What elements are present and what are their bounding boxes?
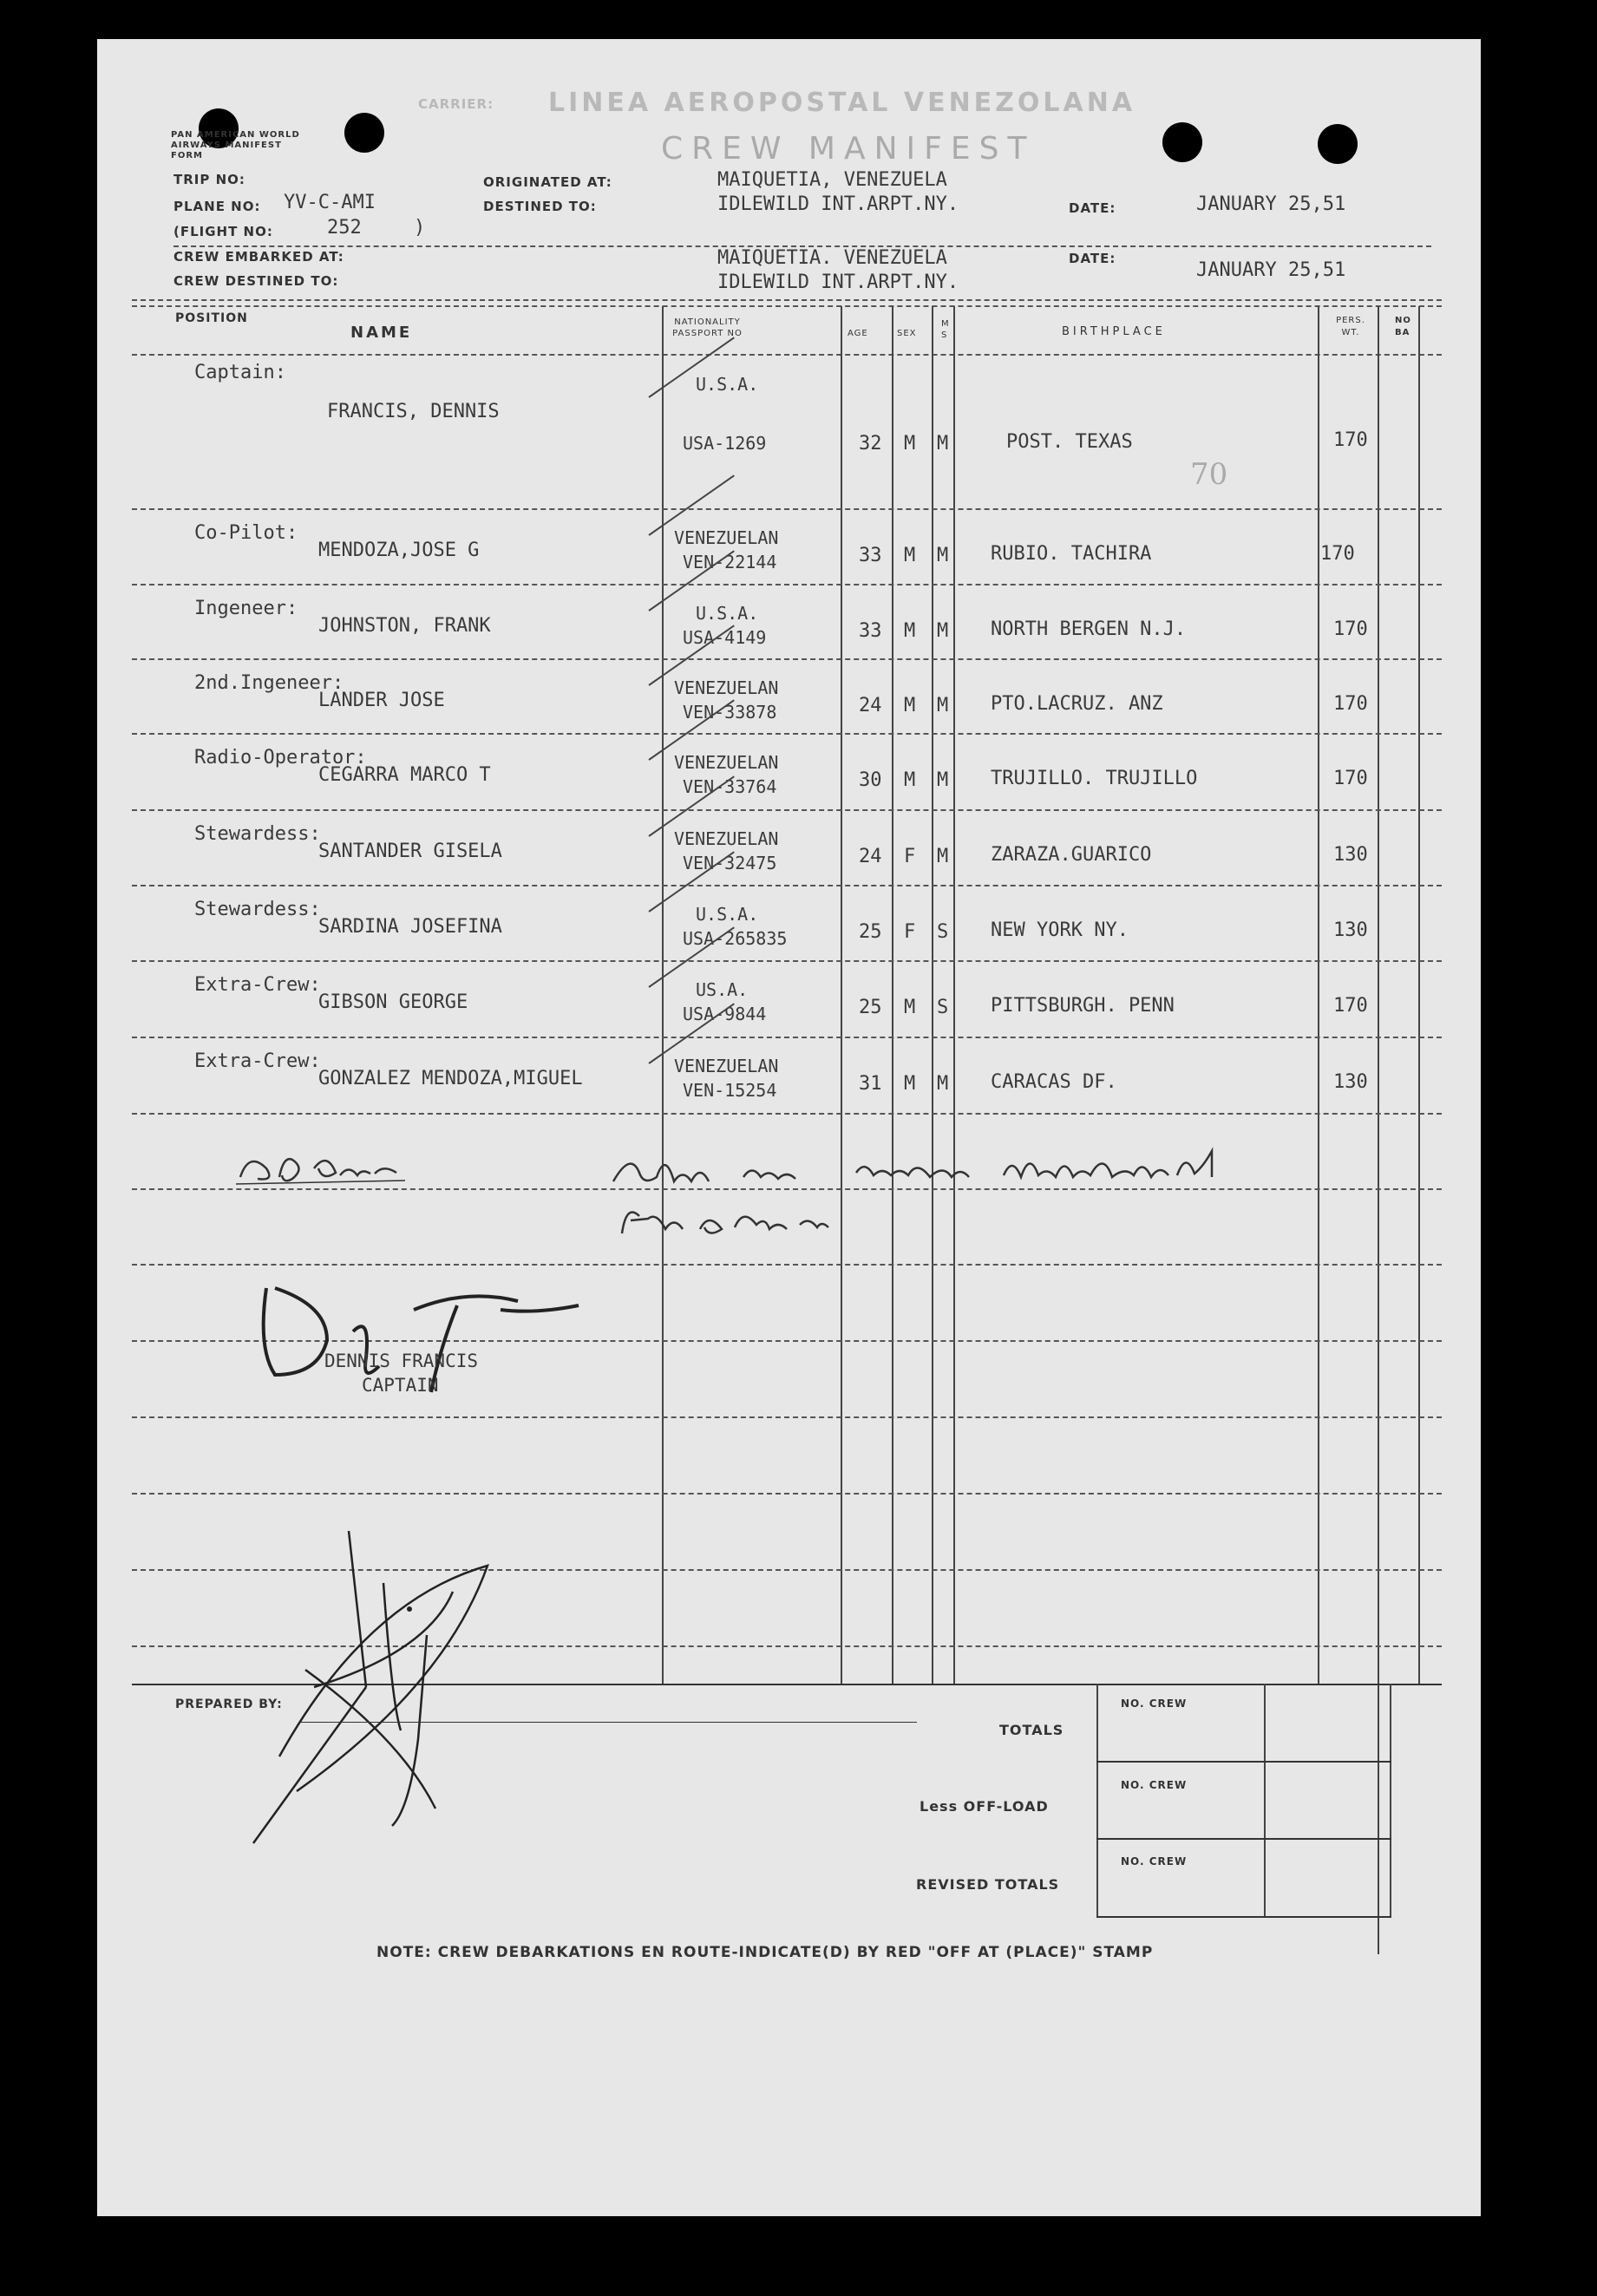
crew-weight: 130 xyxy=(1333,844,1368,866)
crew-sex: M xyxy=(904,545,916,566)
crew-position: Ingeneer: xyxy=(194,598,298,619)
crew-weight: 170 xyxy=(1320,543,1355,565)
crew-ms: M xyxy=(937,620,949,642)
offload-label: Less OFF-LOAD xyxy=(920,1798,1049,1815)
col-name: NAME xyxy=(350,324,413,342)
crew-ms: M xyxy=(937,695,949,716)
carrier-label: CARRIER: xyxy=(418,96,494,112)
flight-no-close: ) xyxy=(414,217,426,239)
crew-birthplace: TRUJILLO. TRUJILLO xyxy=(991,768,1198,789)
crew-age: 25 xyxy=(859,921,882,943)
crew-sex: F xyxy=(904,846,916,867)
manifest-form-ref: PAN AMERICAN WORLD AIRWAYS MANIFEST FORM xyxy=(171,130,300,160)
punch-hole xyxy=(1162,122,1202,162)
crew-age: 25 xyxy=(859,997,882,1018)
crew-weight: 170 xyxy=(1333,693,1368,715)
crew-name: LANDER JOSE xyxy=(318,690,445,711)
crew-sex: M xyxy=(904,695,916,716)
col-weight: PERS. WT. xyxy=(1336,316,1365,337)
document-title: CREW MANIFEST xyxy=(661,131,1036,167)
crew-ms: S xyxy=(937,997,949,1018)
margin-pencil-note: 70 xyxy=(1190,457,1228,492)
destined-value: IDLEWILD INT.ARPT.NY. xyxy=(717,193,959,215)
crew-passport: VEN-33878 xyxy=(683,702,777,723)
flight-no-value: 252 xyxy=(327,217,362,239)
col-age: AGE xyxy=(848,329,868,338)
crew-passport: USA-265835 xyxy=(683,928,788,949)
crew-passport: VEN-15254 xyxy=(683,1080,777,1101)
crew-weight: 170 xyxy=(1333,995,1368,1017)
revised-totals-label: REVISED TOTALS xyxy=(916,1876,1060,1893)
punch-hole xyxy=(1318,124,1358,164)
crew-position: 2nd.Ingeneer: xyxy=(194,672,344,694)
crew-name: SARDINA JOSEFINA xyxy=(318,916,502,938)
crew-ms: M xyxy=(937,545,949,566)
crew-sex: M xyxy=(904,433,916,455)
crew-birthplace: PITTSBURGH. PENN xyxy=(991,995,1175,1017)
totals-label: TOTALS xyxy=(999,1722,1064,1738)
crew-age: 31 xyxy=(859,1073,882,1095)
plane-no-label: PLANE NO: xyxy=(173,199,261,214)
crew-embarked-label: CREW EMBARKED AT: xyxy=(173,249,344,265)
crew-name: JOHNSTON, FRANK xyxy=(318,615,491,637)
crew-name: GIBSON GEORGE xyxy=(318,991,468,1013)
crew-weight: 170 xyxy=(1333,618,1368,640)
crew-ms: M xyxy=(937,769,949,791)
plane-no-value: YV-C-AMI xyxy=(284,192,376,213)
crew-passport: USA-9844 xyxy=(683,1004,767,1024)
carrier-value: LINEA AEROPOSTAL VENEZOLANA xyxy=(548,88,1136,118)
crew-age: 24 xyxy=(859,695,882,716)
date-value: JANUARY 25,51 xyxy=(1196,193,1346,215)
originated-label: ORIGINATED AT: xyxy=(483,174,612,190)
crew-position: Captain: xyxy=(194,362,286,383)
crew-age: 33 xyxy=(859,545,882,566)
crew-age: 32 xyxy=(859,433,882,455)
no-crew-totals: NO. CREW xyxy=(1121,1697,1188,1710)
crew-sex: M xyxy=(904,1073,916,1095)
crew-nationality: US.A. xyxy=(696,979,749,1000)
crew-destined-label: CREW DESTINED TO: xyxy=(173,273,339,289)
crew-position: Stewardess: xyxy=(194,899,321,920)
col-nationality: NATIONALITY PASSPORT NO xyxy=(672,317,743,338)
crew-passport: USA-4149 xyxy=(683,627,767,648)
crew-nationality: VENEZUELAN xyxy=(674,527,779,548)
crew-nationality: U.S.A. xyxy=(696,603,759,624)
col-position: POSITION xyxy=(175,311,248,325)
col-ms: M S xyxy=(941,319,950,340)
punch-hole xyxy=(344,113,384,153)
date2-label: DATE: xyxy=(1069,251,1116,266)
crew-position: Co-Pilot: xyxy=(194,522,298,544)
crew-birthplace: CARACAS DF. xyxy=(991,1071,1117,1093)
crew-ms: M xyxy=(937,433,949,455)
crew-ms: S xyxy=(937,921,949,943)
manifest-page xyxy=(97,39,1481,2216)
crew-birthplace: NORTH BERGEN N.J. xyxy=(991,618,1187,640)
crew-age: 24 xyxy=(859,846,882,867)
flight-no-label: (FLIGHT NO: xyxy=(173,224,273,239)
crew-passport: VEN-22144 xyxy=(683,552,777,572)
crew-weight: 130 xyxy=(1333,1071,1368,1093)
crew-nationality: VENEZUELAN xyxy=(674,1056,779,1076)
crew-destined-value: IDLEWILD INT.ARPT.NY. xyxy=(717,271,959,293)
crew-name: GONZALEZ MENDOZA,MIGUEL xyxy=(318,1068,583,1089)
crew-weight: 130 xyxy=(1333,919,1368,941)
crew-passport: VEN-32475 xyxy=(683,853,777,873)
crew-birthplace: POST. TEXAS xyxy=(1006,431,1133,453)
crew-nationality: U.S.A. xyxy=(696,904,759,925)
crew-weight: 170 xyxy=(1333,768,1368,789)
crew-passport: VEN-33764 xyxy=(683,776,777,797)
crew-nationality: VENEZUELAN xyxy=(674,677,779,698)
crew-name: SANTANDER GISELA xyxy=(318,841,502,862)
crew-position: Extra-Crew: xyxy=(194,1050,321,1072)
signature-name: DENNIS FRANCIS xyxy=(324,1351,479,1371)
prepared-by-label: PREPARED BY: xyxy=(175,1697,283,1711)
no-crew-revised: NO. CREW xyxy=(1121,1855,1188,1868)
crew-birthplace: NEW YORK NY. xyxy=(991,919,1129,941)
crew-position: Radio-Operator: xyxy=(194,747,367,769)
crew-nationality: U.S.A. xyxy=(696,374,759,395)
date2-value: JANUARY 25,51 xyxy=(1196,259,1346,281)
crew-birthplace: ZARAZA.GUARICO xyxy=(991,844,1152,866)
crew-embarked-value: MAIQUETIA. VENEZUELA xyxy=(717,247,947,269)
col-birthplace: BIRTHPLACE xyxy=(1062,325,1166,338)
col-sex: SEX xyxy=(897,329,917,338)
crew-age: 30 xyxy=(859,769,882,791)
crew-position: Extra-Crew: xyxy=(194,974,321,996)
crew-name: MENDOZA,JOSE G xyxy=(318,540,480,561)
destined-label: DESTINED TO: xyxy=(483,199,597,214)
crew-ms: M xyxy=(937,846,949,867)
crew-name: FRANCIS, DENNIS xyxy=(327,401,500,422)
trip-no-label: TRIP NO: xyxy=(173,172,245,187)
crew-birthplace: PTO.LACRUZ. ANZ xyxy=(991,693,1163,715)
crew-sex: F xyxy=(904,921,916,943)
crew-nationality: VENEZUELAN xyxy=(674,752,779,773)
crew-ms: M xyxy=(937,1073,949,1095)
crew-birthplace: RUBIO. TACHIRA xyxy=(991,543,1152,565)
footer-note: NOTE: CREW DEBARKATIONS EN ROUTE-INDICATE(D) BY RED "OFF AT (PLACE)" STAMP xyxy=(376,1944,1154,1961)
crew-position: Stewardess: xyxy=(194,823,321,845)
crew-sex: M xyxy=(904,620,916,642)
crew-name: CEGARRA MARCO T xyxy=(318,764,491,786)
crew-nationality: VENEZUELAN xyxy=(674,828,779,849)
crew-weight: 170 xyxy=(1333,429,1368,451)
crew-age: 33 xyxy=(859,620,882,642)
crew-sex: M xyxy=(904,769,916,791)
crew-sex: M xyxy=(904,997,916,1018)
date-label: DATE: xyxy=(1069,200,1116,216)
originated-value: MAIQUETIA, VENEZUELA xyxy=(717,169,947,191)
crew-passport: USA-1269 xyxy=(683,433,767,454)
col-extra: NO BA xyxy=(1395,316,1411,337)
signature-title: CAPTAIN xyxy=(362,1375,439,1396)
no-crew-offload: NO. CREW xyxy=(1121,1779,1188,1791)
